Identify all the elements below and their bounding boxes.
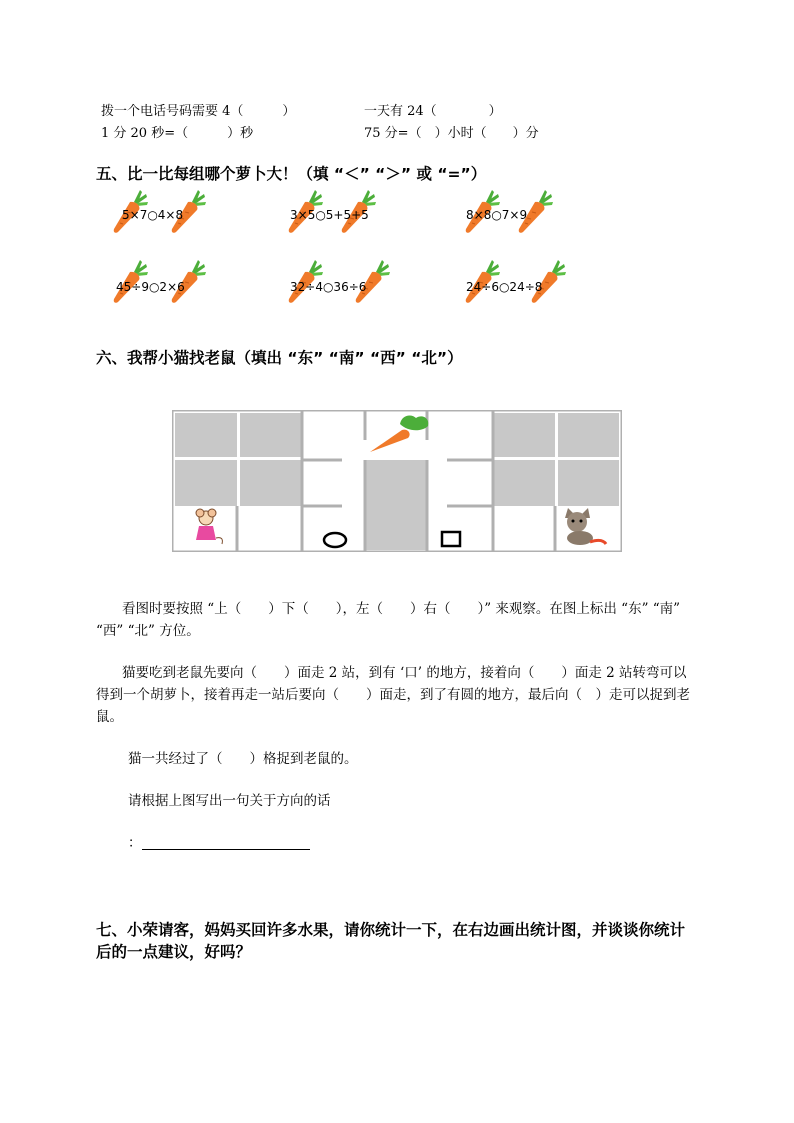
answer-line[interactable] <box>142 849 310 850</box>
grid-count-question: 猫一共经过了（ ）格捉到老鼠的。 <box>128 751 358 767</box>
compare-item-3: 8×8○7×9 <box>466 208 528 222</box>
compare-item-1: 5×7○4×8 <box>122 208 184 222</box>
section6-heading: 六、我帮小猫找老鼠（填出 “东” “南” “西” “北”） <box>96 349 463 367</box>
minute-seconds-question: 1 分 20 秒=（ ）秒 <box>101 126 254 141</box>
phone-number-question: 拨一个电话号码需要 4（ ） <box>101 104 296 119</box>
route-instruction-end: 鼠。 <box>96 709 123 725</box>
minutes-hours-question: 75 分=（ ）小时（ ）分 <box>364 126 539 141</box>
day-hours-question: 一天有 24（ ） <box>364 104 502 119</box>
direction-map <box>172 410 622 552</box>
center-building-block <box>365 460 427 550</box>
write-direction-prompt: 请根据上图写出一句关于方向的话 <box>128 793 331 809</box>
observe-instruction: 看图时要按照 “上（ ）下（ ），左（ ）右（ ）” 来观察。在图上标出 “东” “南” <box>122 601 681 617</box>
observe-instruction-cont: “西” “北” 方位。 <box>96 623 200 639</box>
section7-heading: 七、小荣请客，妈妈买回许多水果，请你统计一下，在右边画出统计图，并谈谈你统计 <box>96 921 686 939</box>
answer-colon: ： <box>128 835 142 851</box>
compare-item-2: 3×5○5+5+5 <box>290 208 369 222</box>
route-instruction: 猫要吃到老鼠先要向（ ）面走 2 站，到有 ‘口’ 的地方，接着向（ ）面走 2 站转弯可以 <box>122 665 687 681</box>
route-instruction-cont: 得到一个胡萝卜，接着再走一站后要向（ ）面走，到了有圆的地方，最后向（ ）走可以捉到老 <box>96 687 690 703</box>
section5-heading: 五、比一比每组哪个萝卜大！（填 “＜” “＞” 或 “=”） <box>96 165 487 183</box>
section7-heading-cont: 后的一点建议，好吗？ <box>96 943 252 961</box>
compare-item-5: 32÷4○36÷6 <box>290 280 367 294</box>
compare-item-4: 45÷9○2×6 <box>116 280 185 294</box>
compare-item-6: 24÷6○24÷8 <box>466 280 543 294</box>
